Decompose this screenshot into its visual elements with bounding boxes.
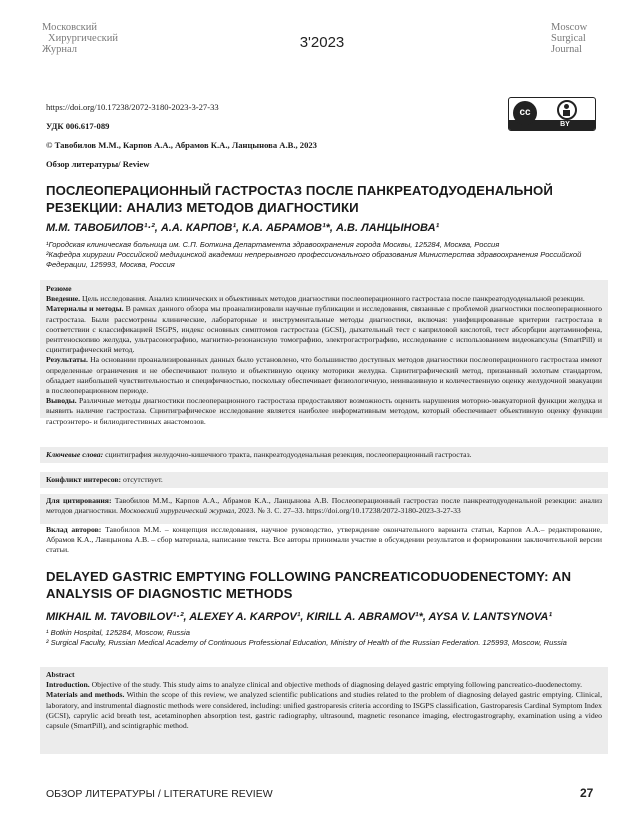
- doi-link[interactable]: https://doi.org/10.17238/2072-3180-2023-3-27-33: [46, 102, 219, 112]
- affiliation-ru-2: ²Кафедра хирургии Российской медицинской академии непрерывного профессионального образования Министерства здравоохранения Российской Федерации, 125993, Москва, Россия: [46, 250, 582, 269]
- person-icon: [557, 100, 577, 120]
- methods-en-label: Materials and methods.: [46, 690, 125, 700]
- cc-icon: cc: [513, 101, 537, 125]
- page-number: 27: [580, 786, 594, 800]
- by-label: BY: [560, 121, 570, 128]
- authors-en: MIKHAIL M. TAVOBILOV¹·², ALEXEY A. KARPOV¹, KIRILL A. ABRAMOV¹*, AYSA V. LANTSYNOVA¹: [46, 611, 553, 623]
- abstract-en-heading: Abstract: [46, 670, 75, 679]
- cite-ru-text: Тавобилов М.М., Карпов А.А., Абрамов К.А., Ланцынова А.В. Послеоперационный гастростаз после панкреатодуоденальной резекции: анализ методов диагностики.: [46, 496, 602, 516]
- cite-ru-label: Для цитирования:: [46, 496, 112, 505]
- title-ru: ПОСЛЕОПЕРАЦИОННЫЙ ГАСТРОСТАЗ ПОСЛЕ ПАНКРЕАТОДУОДЕНАЛЬНОЙ РЕЗЕКЦИИ: АНАЛИЗ МЕТОДОВ ДИАГНОСТИКИ: [46, 183, 553, 215]
- affiliation-en-1: ¹ Botkin Hospital, 125284, Moscow, Russia: [46, 628, 190, 637]
- udk-code: УДК 006.617-089: [46, 121, 110, 131]
- page-header: [0, 0, 644, 78]
- logo-ru-line-1: Московский: [42, 22, 97, 33]
- keywords-ru-label: Ключевые слова:: [46, 450, 104, 459]
- logo-en-line-1: Moscow: [551, 22, 588, 33]
- copyright-line: © Тавобилов М.М., Карпов А.А., Абрамов К.А., Ланцынова А.В., 2023: [46, 140, 317, 150]
- affiliation-ru-1: ¹Городская клиническая больница им. С.П. Боткина Департамента здравоохранения города Москвы, 125284, Москва, Россия: [46, 240, 500, 249]
- article-type: Обзор литературы/ Review: [46, 159, 150, 169]
- conflict-ru-label: Конфликт интересов:: [46, 475, 122, 484]
- footer-section-label: ОБЗОР ЛИТЕРАТУРЫ / LITERATURE REVIEW: [46, 788, 273, 800]
- authors-ru: М.М. ТАВОБИЛОВ¹·², А.А. КАРПОВ¹, К.А. АБРАМОВ¹*, А.В. ЛАНЦЫНОВА¹: [46, 222, 440, 234]
- keywords-ru-text: сцинтиграфия желудочно-кишечного тракта, панкреатодуоденальная резекция, послеоперационный гастростаз.: [105, 450, 472, 459]
- issue-number: 3'2023: [299, 34, 345, 51]
- cc-by-license-badge[interactable]: [508, 97, 596, 131]
- results-ru-text: На основании проанализированных данных было установлено, что большинство доступных методов диагностики послеоперационного гастростаза имеют определенные ограничения и не обеспечивают полную и объективную оценку моторики желудка. Сцинтиграфический метод, признанный золотым стандартом, обладает наибольшей чувствительностью и специфичностью, поскольку обеспечивает физиологичную, неинвазивную и количественную оценку желудочной эвакуации в послеоперационном периоде.: [46, 355, 602, 396]
- keywords-ru: [46, 450, 602, 460]
- cite-ru-journal: Московский хирургический журнал,: [119, 506, 237, 516]
- abstract-ru: [46, 284, 602, 427]
- logo-ru-line-3: Журнал: [42, 44, 78, 55]
- citation-ru: [46, 496, 602, 516]
- methods-ru-text: В рамках данного обзора мы проанализировали научные публикации и исследования, связанные с проблемой диагностики послеоперационного гастростаза. Были рассмотрены клинические, лабораторные и инструментальные методы диагностики, включая: унифицированные критерии гастростаза в соответствии с классификацией ISGPS, индекс основных симптомов гастростаза (GCSI), дыхательный тест с каприловой кислотой, тест абсорбции ацетаминофена, рентгеноскопию желудка, ультрасонографию, магнитно-резонансную томографию, электрогастрографию, исследование с использованием видеокапсулы (SmartPill) и сцинтиграфический метод.: [46, 304, 602, 355]
- contribution-ru: [46, 525, 602, 556]
- cite-ru-tail: 2023. № 3. С. 27–33. https://doi.org/10.17238/2072-3180-2023-3-27-33: [238, 506, 461, 516]
- intro-en-text: Objective of the study. This study aims to analyze clinical and objective methods of diagnosing delayed gastric emptying following pancreatico-duodenectomy.: [91, 680, 583, 690]
- journal-logo-en: [551, 22, 587, 55]
- logo-en-line-3: Journal: [551, 44, 582, 55]
- logo-ru-line-2: Хирургический: [48, 33, 118, 44]
- conflict-ru-text: отсутствует.: [123, 475, 163, 484]
- abstract-ru-heading: Резюме: [46, 284, 72, 293]
- intro-ru-label: Введение.: [46, 294, 81, 304]
- affiliation-en-2: ² Surgical Faculty, Russian Medical Academy of Continuous Professional Education, Ministry of Health of the Russian Federation. 125993, Moscow, Russia: [46, 638, 567, 647]
- conclusions-ru-label: Выводы.: [46, 396, 77, 406]
- logo-en-line-2: Surgical: [551, 33, 586, 44]
- intro-ru-text: Цель исследования. Анализ клинических и объективных методов диагностики послеоперационного гастростаза после панкреатодуоденальной резекции.: [82, 294, 585, 304]
- intro-en-label: Introduction.: [46, 680, 90, 690]
- methods-ru-label: Материалы и методы.: [46, 304, 124, 314]
- contrib-ru-label: Вклад авторов:: [46, 525, 102, 534]
- title-en: DELAYED GASTRIC EMPTYING FOLLOWING PANCREATICODUODENECTOMY: AN ANALYSIS OF DIAGNOSTIC METHODS: [46, 569, 572, 601]
- conflict-ru: [46, 475, 602, 485]
- contrib-ru-text: Тавобилов М.М. – концепция исследования, научное руководство, утверждение окончательного варианта статьи, Карпов А.А.– редактирование, Абрамов К.А., Ланцынова А.В. – сбор материала, написание текста. Все авторы принимали участие в обсуждении результатов и формировании заключительной версии статьи.: [46, 525, 603, 555]
- results-ru-label: Результаты.: [46, 355, 88, 365]
- abstract-en: [46, 670, 602, 731]
- conclusions-ru-text: Различные методы диагностики послеоперационного гастростаза предоставляют возможность оценить нарушения моторно-эвакуаторной функции желудка и выявить наличие гастростаза. Сцинтиграфическое исследование является наиболее информативным методом, который обеспечивает объективную оценку функции гастроэнтеро- и билиодигестивных анастомозов.: [46, 396, 603, 426]
- methods-en-text: Within the scope of this review, we analyzed scientific publications and studies related to the problem of diagnosing delayed gastric emptying. Clinical, laboratory, and instrumental diagnostic methods were considered, including: unified gastroparesis criteria according to ISGPS classification, Gastroparesis Cardinal Symptom Index (GCSI), caprylic acid breath test, acetaminophen absorption test, gastric radiography, ultrasound, magnetic resonance imaging, electrogastrography, examination using a video capsule (SmartPill), and scintigraphic method.: [46, 690, 602, 731]
